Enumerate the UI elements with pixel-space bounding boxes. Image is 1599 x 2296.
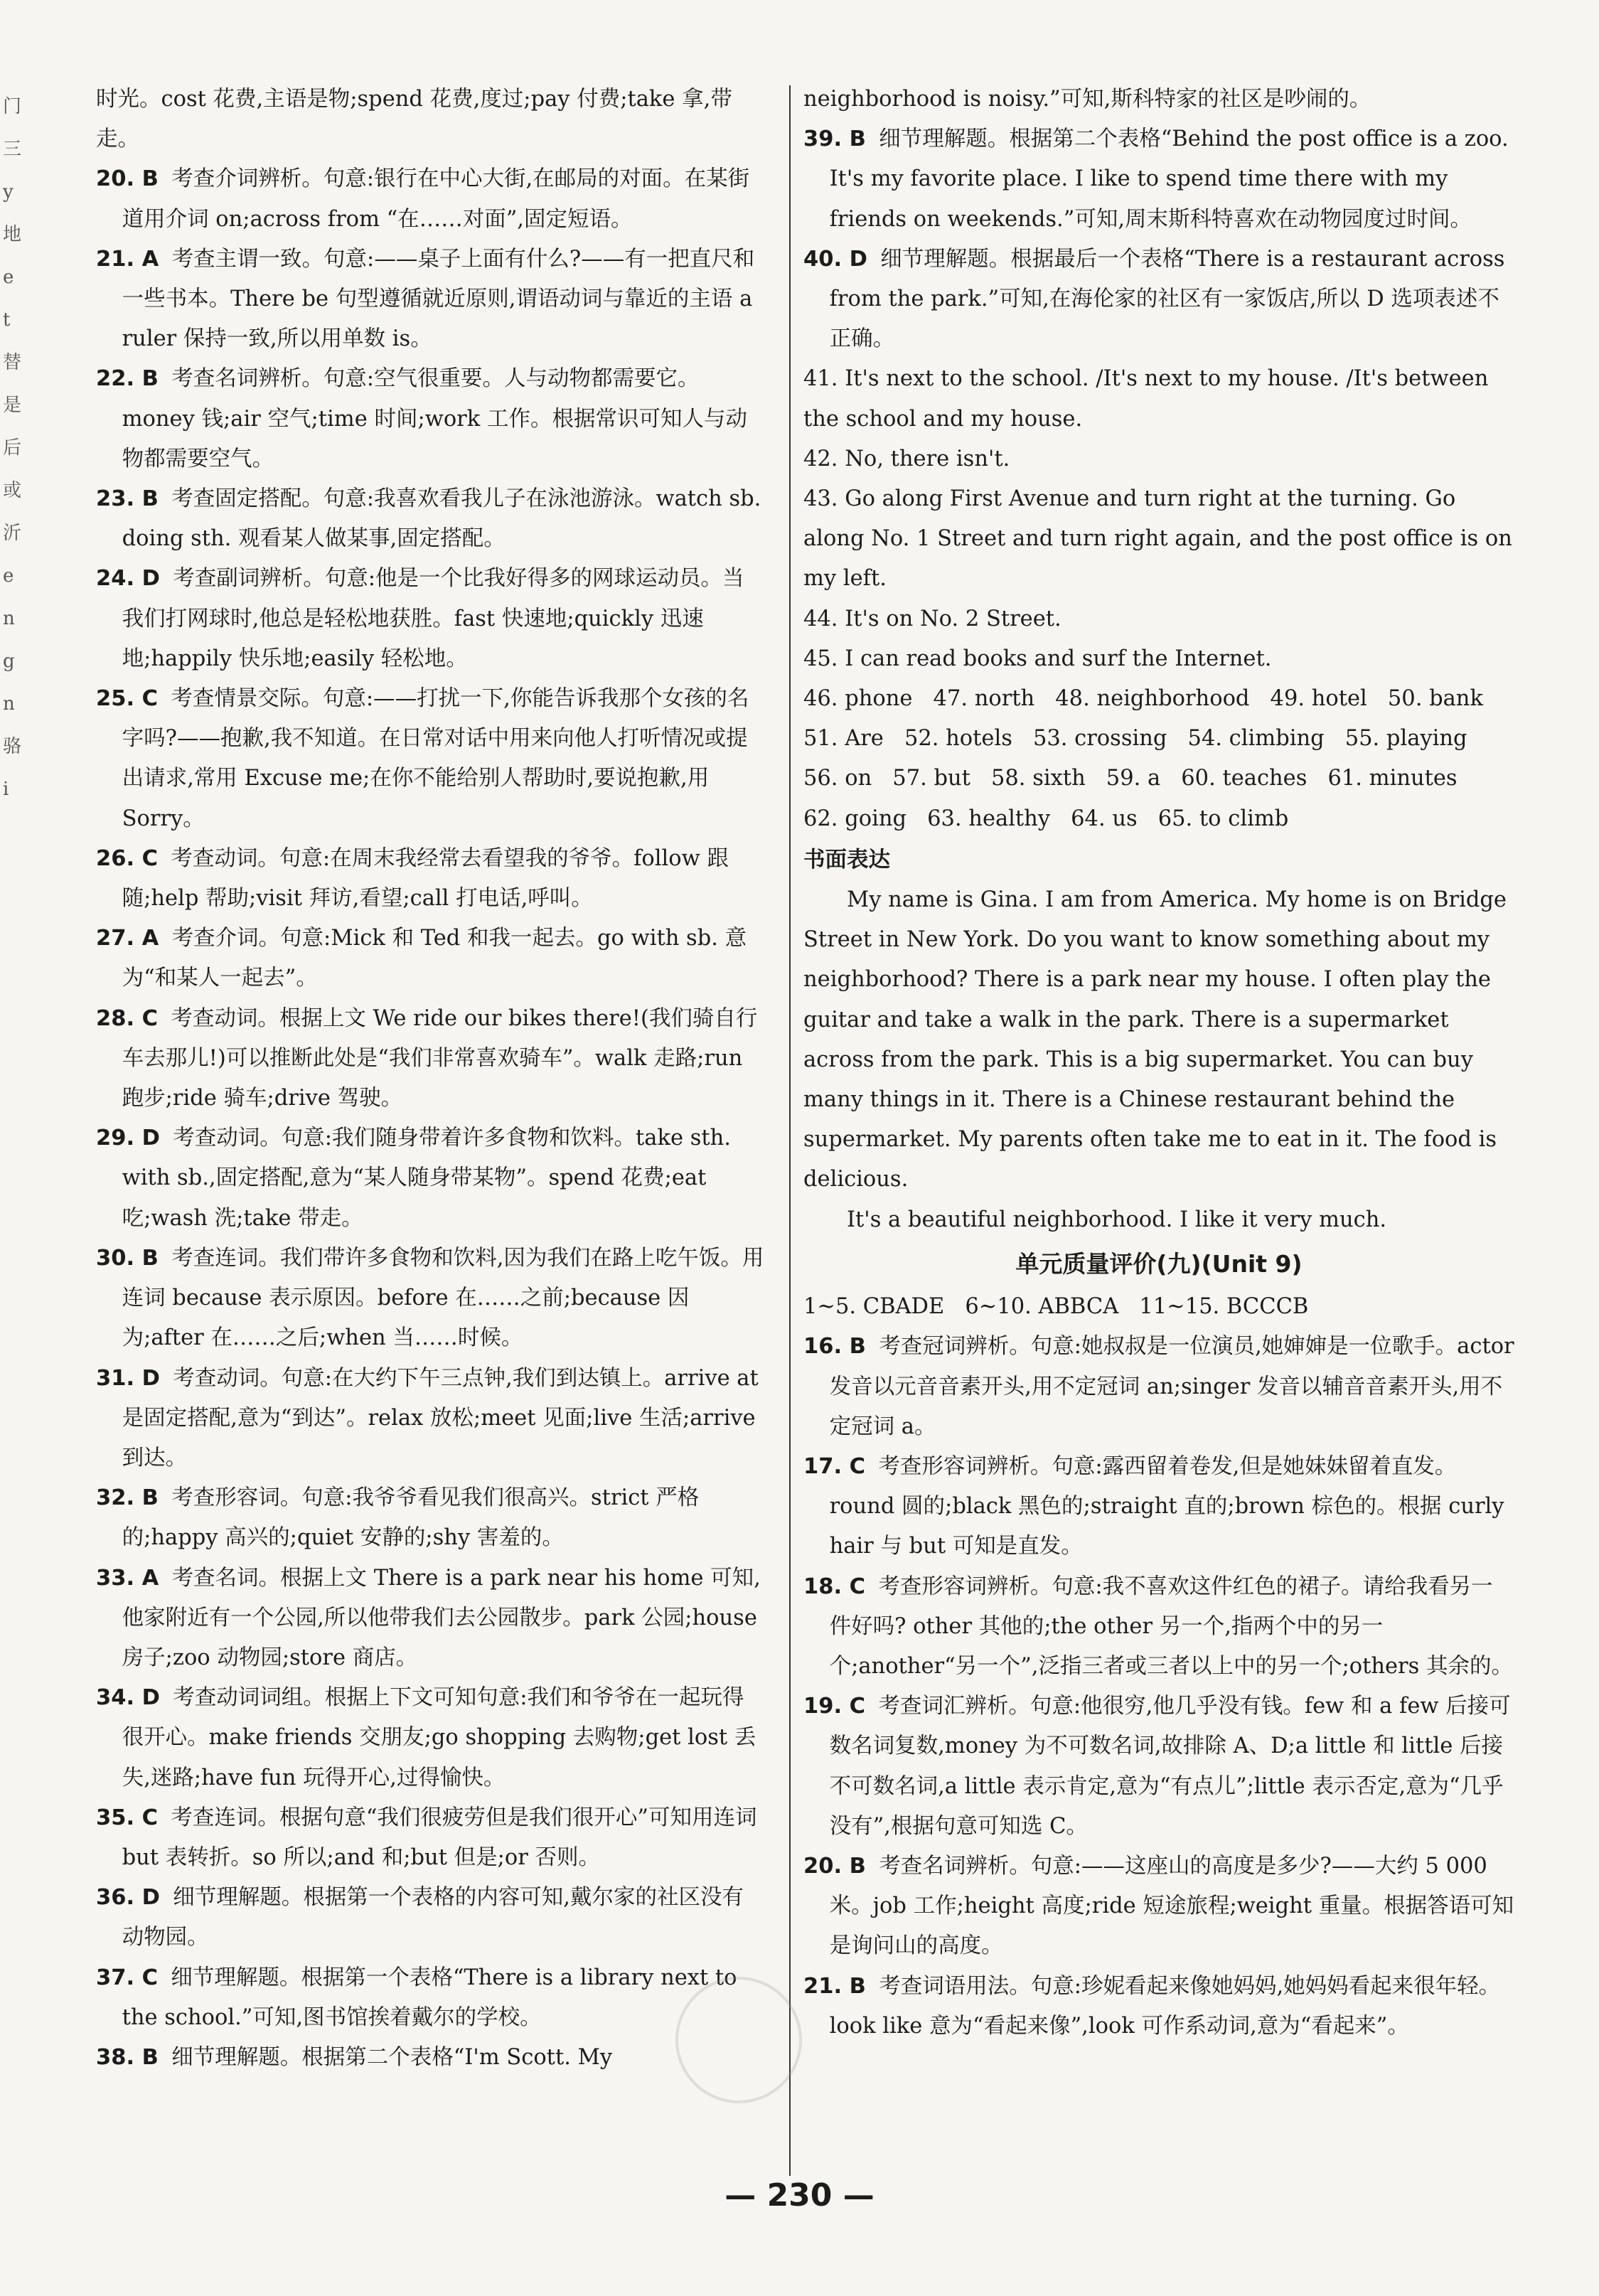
question-number: 40. D — [803, 246, 867, 272]
question-number: 20. B — [96, 166, 159, 192]
question-number: 26. C — [96, 845, 159, 871]
question-number: 32. B — [96, 1485, 159, 1511]
answer-entry — [96, 1559, 764, 1679]
left-margin-bleed — [0, 85, 28, 1607]
answer-entry — [803, 479, 1514, 599]
answer-entry — [96, 559, 764, 679]
answer-entry — [803, 1567, 1514, 1687]
question-number: 24. D — [96, 566, 160, 592]
explanation-text: 考查动词词组。根据上下文可知句意:我们和爷爷在一起玩得很开心。make friends 交朋友;go shopping 去购物;get lost 丢失,迷路;have fun 玩得开心,过得愉快。 — [122, 1685, 756, 1790]
answer-entry — [803, 1687, 1514, 1847]
question-number: 21. A — [96, 246, 159, 272]
answer-entry — [803, 1967, 1514, 2046]
explanation-text: 考查动词。句意:在大约下午三点钟,我们到达镇上。arrive at 是固定搭配,意为“到达”。relax 放松;meet 见面;live 生活;arrive 到达。 — [122, 1365, 759, 1470]
question-number: 34. D — [96, 1685, 160, 1711]
margin-glyph: 是 — [3, 395, 22, 416]
explanation-text: 44. It's on No. 2 Street. — [803, 606, 1061, 631]
unit-answer-row: 1~5. CBADE 6~10. ABBCA 11~15. BCCCB — [803, 1294, 1309, 1320]
question-number: 31. D — [96, 1365, 160, 1391]
page-number: — 230 — — [724, 2177, 875, 2214]
question-number: 28. C — [96, 1005, 159, 1031]
question-number: 30. B — [96, 1245, 159, 1271]
explanation-text: 时光。cost 花费,主语是物;spend 花费,度过;pay 付费;take 拿,带走。 — [96, 87, 732, 152]
question-number: 18. C — [803, 1574, 866, 1599]
answer-entry — [96, 1798, 764, 1878]
fill-answer-row: 62. going 63. healthy 64. us 65. to climb — [803, 806, 1289, 831]
answer-entry — [803, 1327, 1514, 1447]
explanation-text: 考查介词辨析。句意:银行在中心大街,在邮局的对面。在某街道用介词 on;across from “在……对面”,固定短语。 — [122, 166, 750, 232]
answer-entry — [803, 1447, 1514, 1567]
question-number: 39. B — [803, 127, 866, 152]
answer-entry — [96, 999, 764, 1119]
answer-entry — [96, 359, 764, 479]
writing-heading: 书面表达 — [803, 847, 890, 872]
margin-glyph: n — [3, 608, 15, 629]
answer-entry — [96, 1478, 764, 1558]
answer-entry — [96, 479, 764, 559]
left-column — [96, 80, 764, 2078]
explanation-text: 细节理解题。根据第二个表格“I'm Scott. My — [171, 2044, 613, 2070]
explanation-text: 考查词汇辨析。句意:他很穷,他几乎没有钱。few 和 a few 后接可数名词复数,money 为不可数名词,故排除 A、D;a little 和 little 后接不可数名词,a little 表示肯定,意为“有点儿”;little 表示否定,意为“几乎没有”,根据句意可知选 C。 — [829, 1694, 1511, 1839]
fill-in-answers — [803, 679, 1514, 839]
margin-glyph: 门 — [3, 96, 22, 117]
question-number: 29. D — [96, 1126, 160, 1151]
margin-glyph: 替 — [3, 352, 22, 373]
answer-entry — [96, 839, 764, 919]
answer-entry — [803, 599, 1514, 639]
unit-explanations — [803, 1327, 1514, 2046]
explanation-text: neighborhood is noisy.”可知,斯科特家的社区是吵闹的。 — [803, 87, 1371, 112]
watermark-stamp — [675, 1977, 802, 2103]
answer-entry — [803, 1847, 1514, 1967]
explanation-text: 考查形容词。句意:我爷爷看见我们很高兴。strict 严格的;happy 高兴的;quiet 安静的;shy 害羞的。 — [122, 1485, 700, 1551]
explanation-text: 考查词语用法。句意:珍妮看起来像她妈妈,她妈妈看起来很年轻。look like 意为“看起来像”,look 可作系动词,意为“看起来”。 — [829, 1973, 1501, 2039]
answer-entry — [803, 119, 1514, 240]
explanation-text: 细节理解题。根据第二个表格“Behind the post office is a zoo. It's my favorite place. I like to spend time there with my friends on weekends.”可知,周末斯科特喜欢在动物园度过时间。 — [829, 127, 1509, 232]
column-divider — [789, 85, 791, 2176]
margin-glyph: 或 — [3, 480, 22, 501]
margin-glyph: 沂 — [3, 523, 22, 544]
explanation-text: 45. I can read books and surf the Internet. — [803, 646, 1272, 671]
explanation-text: 考查名词辨析。句意:空气很重要。人与动物都需要它。money 钱;air 空气;time 时间;work 工作。根据常识可知人与动物都需要空气。 — [122, 366, 747, 471]
fill-answer-row: 46. phone 47. north 48. neighborhood 49. hotel 50. bank — [803, 686, 1483, 712]
explanation-text: 考查情景交际。句意:——打扰一下,你能告诉我那个女孩的名字吗?——抱歉,我不知道。在日常对话中用来向他人打听情况或提出请求,常用 Excuse me;在你不能给别人帮助时,要说抱歉,用 Sorry。 — [122, 686, 749, 831]
answer-entry — [96, 1678, 764, 1798]
explanation-text: 考查动词。句意:在周末我经常去看望我的爷爷。follow 跟随;help 帮助;visit 拜访,看望;call 打电话,呼叫。 — [122, 845, 729, 912]
explanation-text: 考查连词。我们带许多食物和饮料,因为我们在路上吃午饭。用连词 because 表示原因。before 在……之前;because 因为;after 在……之后;when 当……时候。 — [122, 1245, 764, 1351]
answer-entry — [96, 80, 764, 159]
reading-answers — [803, 80, 1514, 679]
question-number: 22. B — [96, 366, 159, 392]
margin-glyph: e — [3, 267, 14, 288]
explanation-text: 细节理解题。根据最后一个表格“There is a restaurant across from the park.”可知,在海伦家的社区有一家饭店,所以 D 选项表述不正确。 — [829, 246, 1505, 352]
explanation-text: 考查动词。根据上文 We ride our bikes there!(我们骑自行车去那儿!)可以推断此处是“我们非常喜欢骑车”。walk 走路;run 跑步;ride 骑车;drive 驾驶。 — [122, 1005, 758, 1111]
explanation-text: 41. It's next to the school. /It's next to my house. /It's between the school and my house. — [803, 366, 1489, 432]
answer-entry — [803, 439, 1514, 479]
answer-entry — [96, 1118, 764, 1239]
margin-glyph: g — [3, 651, 15, 672]
question-number: 38. B — [96, 2044, 159, 2070]
margin-glyph: 骆 — [3, 736, 22, 757]
question-number: 20. B — [803, 1853, 866, 1879]
margin-glyph: 地 — [3, 224, 22, 245]
explanation-text: 考查动词。句意:我们随身带着许多食物和饮料。take sth. with sb.,固定搭配,意为“某人随身带某物”。spend 花费;eat 吃;wash 洗;take 带走。 — [122, 1126, 731, 1231]
essay-paragraph: My name is Gina. I am from America. My home is on Bridge Street in New York. Do you want to know something about my neighborhood? There is a park near my house. I often play the guitar and take a walk in the park. There is a supermarket across from the park. This is a big supermarket. You can buy many things in it. There is a Chinese restaurant behind the supermarket. My parents often take me to eat in it. The food is delicious. — [803, 887, 1507, 1192]
answer-entry — [803, 639, 1514, 679]
answer-entry — [803, 80, 1514, 119]
answer-entry — [96, 2038, 764, 2078]
answer-entry — [96, 1878, 764, 1958]
answer-entry — [96, 1239, 764, 1359]
question-number: 23. B — [96, 486, 159, 512]
answer-entry — [96, 679, 764, 839]
explanation-text: 考查介词。句意:Mick 和 Ted 和我一起去。go with sb. 意为“和某人一起去”。 — [122, 926, 747, 991]
question-number: 21. B — [803, 1973, 866, 1999]
answer-entry — [96, 1359, 764, 1479]
question-number: 35. C — [96, 1805, 159, 1830]
explanation-text: 考查名词辨析。句意:——这座山的高度是多少?——大约 5 000 米。job 工作;height 高度;ride 短途旅程;weight 重量。根据答语可知是询问山的高度。 — [829, 1853, 1514, 1959]
essay-paragraph: It's a beautiful neighborhood. I like it very much. — [847, 1207, 1387, 1232]
question-number: 16. B — [803, 1334, 866, 1360]
question-number: 25. C — [96, 686, 159, 712]
right-column — [803, 80, 1514, 2046]
answer-entry — [96, 240, 764, 360]
question-number: 17. C — [803, 1453, 866, 1479]
explanation-text: 考查连词。根据句意“我们很疲劳但是我们很开心”可知用连词 but 表转折。so 所以;and 和;but 但是;or 否则。 — [122, 1805, 757, 1870]
answer-entry — [96, 159, 764, 239]
question-number: 33. A — [96, 1565, 159, 1591]
margin-glyph: i — [3, 779, 9, 800]
margin-glyph: t — [3, 309, 11, 331]
margin-glyph: 后 — [3, 437, 22, 459]
question-number: 37. C — [96, 1965, 159, 1990]
explanation-text: 42. No, there isn't. — [803, 446, 1010, 471]
answer-entry — [96, 919, 764, 998]
explanation-text: 细节理解题。根据第一个表格的内容可知,戴尔家的社区没有动物园。 — [122, 1885, 744, 1950]
margin-glyph: 三 — [3, 139, 22, 160]
fill-answer-row: 56. on 57. but 58. sixth 59. a 60. teaches 61. minutes — [803, 766, 1458, 791]
question-number: 19. C — [803, 1694, 866, 1719]
explanation-text: 考查形容词辨析。句意:露西留着卷发,但是她妹妹留着直发。round 圆的;black 黑色的;straight 直的;brown 棕色的。根据 curly hair 与 but 可知是直发。 — [829, 1453, 1504, 1559]
fill-answer-row: 51. Are 52. hotels 53. crossing 54. climbing 55. playing — [803, 726, 1467, 752]
explanation-text: 43. Go along First Avenue and turn right at the turning. Go along No. 1 Street and turn right again, and the post office is on my left. — [803, 486, 1512, 592]
unit-title: 单元质量评价(九)(Unit 9) — [1015, 1249, 1303, 1278]
question-number: 27. A — [96, 926, 159, 951]
answer-entry — [803, 359, 1514, 439]
margin-glyph: e — [3, 565, 14, 587]
answer-entry — [96, 1958, 764, 2038]
question-number: 36. D — [96, 1885, 160, 1911]
explanation-text: 考查主谓一致。句意:——桌子上面有什么?——有一把直尺和一些书本。There be 句型遵循就近原则,谓语动词与靠近的主语 a ruler 保持一致,所以用单数 is。 — [122, 246, 755, 352]
explanation-text: 考查冠词辨析。句意:她叔叔是一位演员,她婶婶是一位歌手。actor 发音以元音音素开头,用不定冠词 an;singer 发音以辅音音素开头,用不定冠词 a。 — [829, 1334, 1514, 1439]
sample-essay — [803, 880, 1514, 1240]
explanation-text: 考查固定搭配。句意:我喜欢看我儿子在泳池游泳。watch sb. doing sth. 观看某人做某事,固定搭配。 — [122, 486, 761, 552]
margin-glyph: n — [3, 693, 15, 715]
explanation-text: 考查形容词辨析。句意:我不喜欢这件红色的裙子。请给我看另一件好吗? other 其他的;the other 另一个,指两个中的另一个;another“另一个”,泛指三者或三者以上中的另一个;others 其余的。 — [829, 1574, 1513, 1679]
explanation-text: 细节理解题。根据第一个表格“There is a library next to the school.”可知,图书馆挨着戴尔的学校。 — [122, 1965, 737, 2030]
explanation-text: 考查副词辨析。句意:他是一个比我好得多的网球运动员。当我们打网球时,他总是轻松地获胜。fast 快速地;quickly 迅速地;happily 快乐地;easily 轻松地。 — [122, 566, 744, 671]
explanation-text: 考查名词。根据上文 There is a park near his home 可知,他家附近有一个公园,所以他带我们去公园散步。park 公园;house 房子;zoo 动物园;store 商店。 — [122, 1565, 761, 1670]
margin-glyph: y — [3, 181, 14, 203]
answer-entry — [803, 240, 1514, 360]
